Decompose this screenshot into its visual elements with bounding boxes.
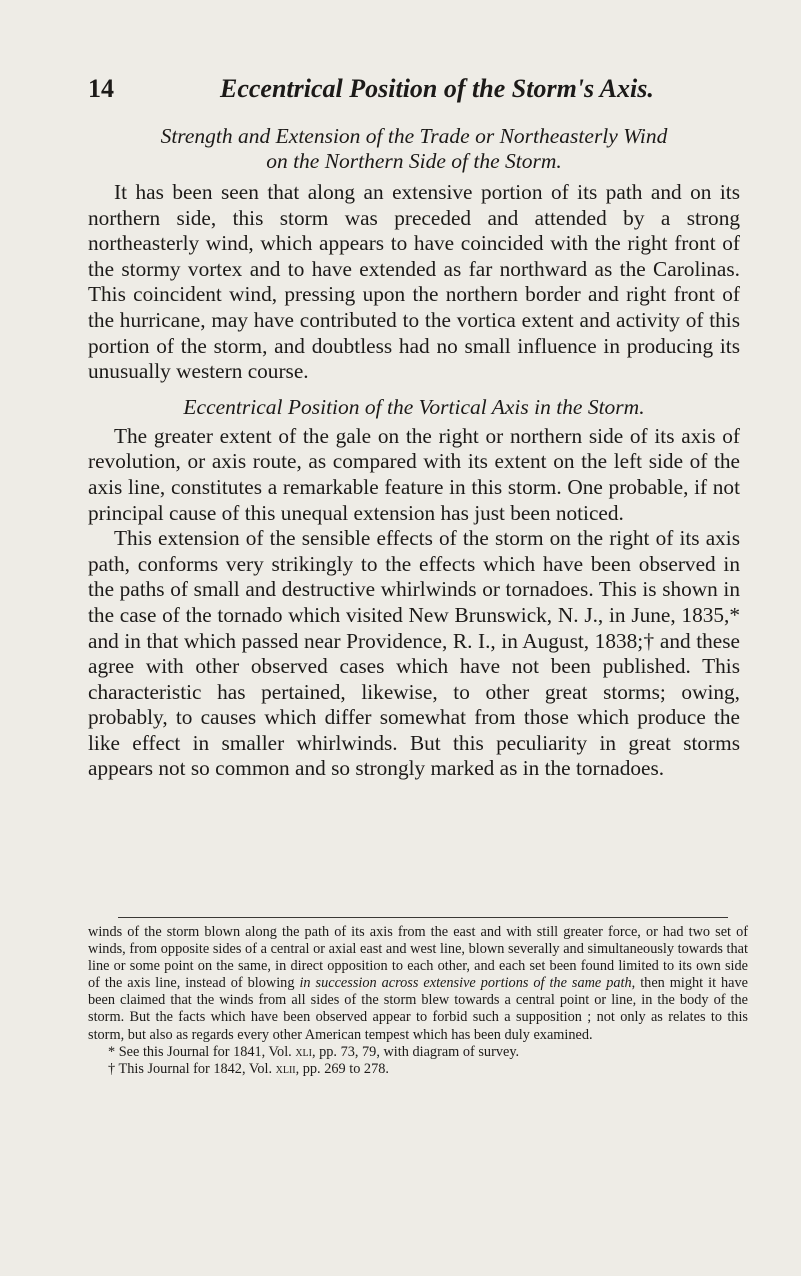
footnote-emphasis: in succession across extensive portions of the same path [299,975,632,992]
page-number: 14 [88,74,114,103]
section-heading-line-1: Strength and Extension of the Trade or Northeasterly Wind [160,124,668,148]
paragraph-gale-extent: The greater extent of the gale on the right or northern side of its axis of revolution, or axis route, as compared with its extent on the left side of the axis line, constitutes a remarkable feature in this storm. One probable, if not principal cause of this unequal extension has just been noticed. [88,423,740,525]
footnote-continued [88,924,748,1044]
main-text [88,118,740,782]
section-heading-line-2: on the Northern Side of the Storm. [266,149,562,173]
paragraph-trade-wind: It has been seen that along an extensive portion of its path and on its northern side, this storm was preceded and attended by a strong northeasterly wind, which appears to have coincided with the right front of the stormy vortex and to have extended as far northward as the Carolinas. This coincident wind, pressing upon the northern border and right front of the hurricane, may have contributed to the vortica extent and activity of this portion of the storm, and doubtless had no small influence in producing its unusually western course. [88,180,740,384]
running-title: Eccentrical Position of the Storm's Axis. [220,74,654,103]
footnote-1: * See this Journal for 1841, Vol. xli, pp. 73, 79, with diagram of survey. [108,1043,520,1060]
footnote-2: † This Journal for 1842, Vol. xlii, pp. 269 to 278. [108,1060,389,1077]
footnote-continued-text-1: winds of the storm blown along the path of its axis from the east and with still greater force, or had two set of winds, from opposite sides of a central or axial east and west line, blown severally and simultaneously towards that line or some point on the same, in direct opposition to each other, and each set been found limited to its own side of the axis line, instead of blowing [88,924,748,992]
running-header [88,74,748,108]
paragraph-tornado-comparison: This extension of the sensible effects of the storm on the right of its axis path, conforms very strikingly to the effects which have been observed in the paths of small and destructive whirlwinds or tornadoes. This is shown in the case of the tornado which visited New Brunswick, N. J., in June, 1835,* and in that which passed near Providence, R. I., in August, 1838;† and these agree with other observed cases which have not been published. This characteristic has pertained, likewise, to other great storms; owing, probably, to causes which differ somewhat from those which produce the like effect in smaller whirlwinds. But this peculiarity in great storms appears not so common and so strongly marked as in the tornadoes. [88,526,740,781]
footnote-divider [118,917,728,918]
section-heading [88,124,740,174]
footnote-continued-text-2: , then might it have been claimed that the winds from all sides of the storm blew towards a central point or line, in the body of the storm. But the facts which have been observed appear to forbid such a supposition ; not only as relates to this storm, but also as regards every other American tempest which has been duly examined. [88,975,748,1043]
footnotes [88,924,748,1078]
section-heading-eccentric-axis: Eccentrical Position of the Vortical Axis in the Storm. [183,394,645,419]
